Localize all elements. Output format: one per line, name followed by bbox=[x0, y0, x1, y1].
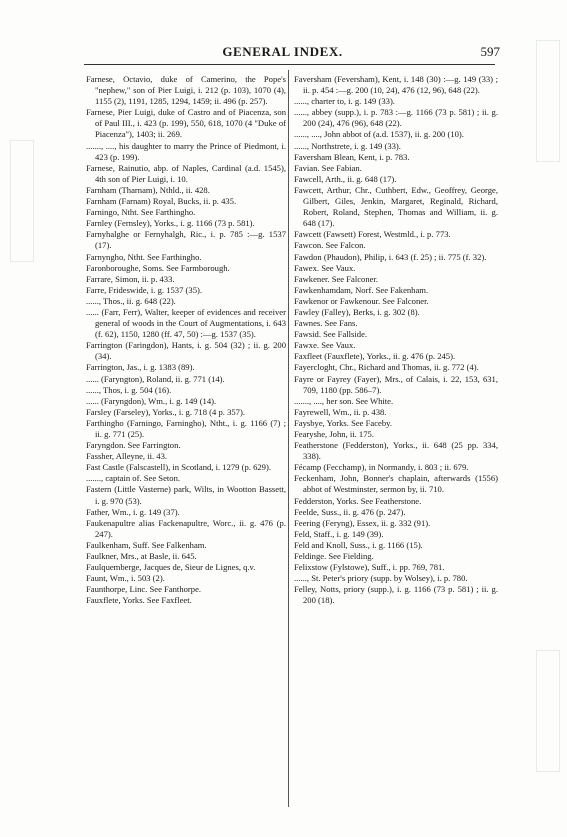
index-entry: Faversham (Feversham), Kent, i. 148 (30) :—g. 149 (33) ; ii. p. 454 :—g. 200 (10, 24), 476 (12, 96), 648 (22). bbox=[294, 74, 498, 96]
index-entry: Feldinge. See Fielding. bbox=[294, 551, 374, 562]
index-entry: Faulkenham, Suff. See Falkenham. bbox=[86, 539, 207, 550]
index-entry: Farnley (Fernsley), Yorks., i. g. 1166 (73 p. 581). bbox=[86, 218, 255, 229]
index-entry: Faukenapultre alias Fackenapultre, Worc., ii. g. 476 (p. 247). bbox=[86, 517, 286, 539]
index-entry: Fawxe. See Vaux. bbox=[294, 340, 356, 351]
index-entry: Farningo, Ntht. See Farthingho. bbox=[86, 207, 196, 218]
index-entry: Fawkener. See Falconer. bbox=[294, 273, 379, 284]
index-entry: Fayre or Fayrey (Fayer), Mrs., of Calais, i. 22, 153, 631, 709, 1180 (pp. 586–7). bbox=[294, 373, 498, 395]
index-entry: Farrington, Jas., i. g. 1383 (89). bbox=[86, 362, 195, 373]
index-entry: Fayercloght, Chr., Richard and Thomas, ii. g. 772 (4). bbox=[294, 362, 479, 373]
index-entry: ......, ...., John abbot of (a.d. 1537), ii. g. 200 (10). bbox=[294, 129, 464, 140]
index-entry: ......, St. Peter's priory (supp. by Wolsey), i. p. 780. bbox=[294, 573, 468, 584]
index-entry: ......, abbey (supp.), i. p. 783 :—g. 1166 (73 p. 581) ; ii. g. 200 (24), 476 (96), 648 (22). bbox=[294, 107, 498, 129]
index-column-left bbox=[86, 74, 286, 607]
watermark-band bbox=[536, 40, 560, 162]
index-entry: Fawkenhamdam, Norf. See Fakenham. bbox=[294, 284, 429, 295]
index-entry: Felley, Notts, priory (supp.), i. g. 1166 (73 p. 581) ; ii. g. 200 (18). bbox=[294, 584, 498, 606]
index-entry: Fawcett (Fawsett) Forest, Westmld., i. p. 773. bbox=[294, 229, 451, 240]
index-entry: Farthingho (Farningo, Farningho), Ntht., i. g. 1166 (7) ; ii. g. 771 (25). bbox=[86, 417, 286, 439]
index-entry: Farrare, Simon, ii. p. 433. bbox=[86, 273, 175, 284]
index-entry: Faysbye, Yorks. See Faceby. bbox=[294, 417, 393, 428]
index-entry: ......, Thos., ii. g. 648 (22). bbox=[86, 295, 176, 306]
index-entry: Faxfleet (Fauxflete), Yorks., ii. g. 476 (p. 245). bbox=[294, 351, 456, 362]
index-entry: Fawkenor or Fawkenour. See Falconer. bbox=[294, 295, 429, 306]
index-entry: Farnese, Octavio, duke of Camerino, the Pope's "nephew," son of Pier Luigi, i. 212 (p. 103), 1070 (4), 1155 (2), 1191, 1285, 1294, 1459; ii. 496 (p. 257). bbox=[86, 74, 286, 107]
watermark-band bbox=[536, 650, 560, 772]
index-column-right bbox=[294, 74, 498, 607]
index-entry: Faulquemberge, Jacques de, Sieur de Lignes, q.v. bbox=[86, 562, 256, 573]
index-entry: Father, Wm., i. g. 149 (37). bbox=[86, 506, 180, 517]
index-entry: Feckenham, John, Bonner's chaplain, afterwards (1556) abbot of Westminster, sermon by, ii. 710. bbox=[294, 473, 498, 495]
index-entry: Fastern (Little Vasterne) park, Wilts, in Wootton Bassett, i. g. 970 (53). bbox=[86, 484, 286, 506]
page-title: GENERAL INDEX. bbox=[222, 44, 343, 59]
index-entry: Farrington (Faringdon), Hants, i. g. 504 (32) ; ii. g. 200 (34). bbox=[86, 340, 286, 362]
index-entry: Farnese, Rainutio, abp. of Naples, Cardinal (a.d. 1545), 4th son of Pier Luigi, i. 10. bbox=[86, 162, 286, 184]
index-entry: Fawnes. See Fans. bbox=[294, 318, 358, 329]
index-entry: Faryngdon. See Farrington. bbox=[86, 440, 181, 451]
index-entry: Feld, Staff., i. g. 149 (39). bbox=[294, 528, 384, 539]
index-entry: Farre, Frideswide, i. g. 1537 (35). bbox=[86, 284, 202, 295]
index-entry: Fawcell, Arth., ii. g. 648 (17). bbox=[294, 173, 397, 184]
page-header bbox=[75, 44, 500, 66]
index-entry: Farnyhalghe or Fernyhalgh, Ric., i. p. 785 :—g. 1537 (17). bbox=[86, 229, 286, 251]
index-entry: Faunt, Wm., i. 503 (2). bbox=[86, 573, 165, 584]
index-entry: ......., ...., her son. See White. bbox=[294, 395, 394, 406]
index-entry: Fawcon. See Falcon. bbox=[294, 240, 366, 251]
index-entry: Farnese, Pier Luigi, duke of Castro and of Piacenza, son of Paul III., i. 423 (p. 199), 550, 618, 1070 (4 "Duke of Piacenza"), 1403; ii. 269. bbox=[86, 107, 286, 140]
index-entry: Fauxflete, Yorks. See Faxfleet. bbox=[86, 595, 192, 606]
index-entry: Fécamp (Fecchamp), in Normandy, i. 803 ; ii. 679. bbox=[294, 462, 469, 473]
column-divider bbox=[288, 70, 289, 807]
index-entry: Fedderston, Yorks. See Featherstone. bbox=[294, 495, 422, 506]
header-rule bbox=[84, 64, 495, 65]
index-entry: Farnham (Farnam) Royal, Bucks, ii. p. 435. bbox=[86, 196, 237, 207]
index-entry: ......., ...., his daughter to marry the Prince of Piedmont, i. 423 (p. 199). bbox=[86, 140, 286, 162]
index-entry: Felixstow (Fylstowe), Suff., i. pp. 769, 781. bbox=[294, 562, 445, 573]
index-entry: Fawsid. See Fallside. bbox=[294, 329, 368, 340]
index-entry: ...... (Faryngton), Roland, ii. g. 771 (14). bbox=[86, 373, 225, 384]
index-entry: Feld and Knoll, Suss., i. g. 1166 (15). bbox=[294, 539, 423, 550]
index-entry: Faronboroughe, Soms. See Farmborough. bbox=[86, 262, 230, 273]
index-entry: Featherstone (Fedderston), Yorks., ii. 648 (25 pp. 334, 338). bbox=[294, 440, 498, 462]
index-entry: Farnham (Tharnam), Nthld., ii. 428. bbox=[86, 184, 210, 195]
index-entry: Faunthorpe, Linc. See Fanthorpe. bbox=[86, 584, 202, 595]
index-entry: Fassher, Alleyne, ii. 43. bbox=[86, 451, 168, 462]
watermark-band bbox=[10, 140, 34, 262]
index-entry: ......., captain of. See Seton. bbox=[86, 473, 181, 484]
index-entry: ......, charter to, i. g. 149 (33). bbox=[294, 96, 395, 107]
index-entry: Feelde, Suss., ii. g. 476 (p. 247). bbox=[294, 506, 406, 517]
index-entry: Faulkner, Mrs., at Basle, ii. 645. bbox=[86, 551, 197, 562]
index-entry: Faversham Blean, Kent, i. p. 783. bbox=[294, 151, 410, 162]
index-entry: ......, Northstrete, i. g. 149 (33). bbox=[294, 140, 401, 151]
index-entry: Fast Castle (Falscastell), in Scotland, i. 1279 (p. 629). bbox=[86, 462, 271, 473]
index-entry: Fayrewell, Wm., ii. p. 438. bbox=[294, 406, 387, 417]
index-entry: Fawcett, Arthur, Chr., Cuthbert, Edw., Geoffrey, George, Gilbert, Giles, Jenkin, Margaret, Reginald, Richard, Robert, Roland, Stephen, Thomas and William, ii. g. 648 (17). bbox=[294, 184, 498, 229]
index-entry: Fearyshe, John, ii. 175. bbox=[294, 429, 374, 439]
page-number: 597 bbox=[480, 44, 500, 59]
index-entry: ......, Thos, i. g. 504 (16). bbox=[86, 384, 172, 395]
index-entry: Fawdon (Phaudon), Philip, i. 643 (f. 25) ; ii. 775 (f. 32). bbox=[294, 251, 487, 262]
index-entry: ...... (Farr, Ferr), Walter, keeper of evidences and receiver general of woods in the Court of Augmentations, i. 643 (f. 62), 1150, 1280 (ff. 47, 50) :—g. 1537 (35). bbox=[86, 306, 286, 340]
index-entry: ...... (Faryngdon), Wm., i. g. 149 (14). bbox=[86, 395, 217, 406]
index-entry: Farsley (Farseley), Yorks., i. g. 718 (4 p. 357). bbox=[86, 406, 245, 417]
index-entry: Farnyngho, Ntht. See Farthingho. bbox=[86, 251, 202, 262]
index-entry: Feering (Feryng), Essex, ii. g. 332 (91). bbox=[294, 517, 431, 528]
index-entry: Fawex. See Vaux. bbox=[294, 262, 356, 273]
index-entry: Favian. See Fabian. bbox=[294, 162, 362, 173]
index-entry: Fawley (Falley), Berks, i. g. 302 (8). bbox=[294, 306, 420, 317]
